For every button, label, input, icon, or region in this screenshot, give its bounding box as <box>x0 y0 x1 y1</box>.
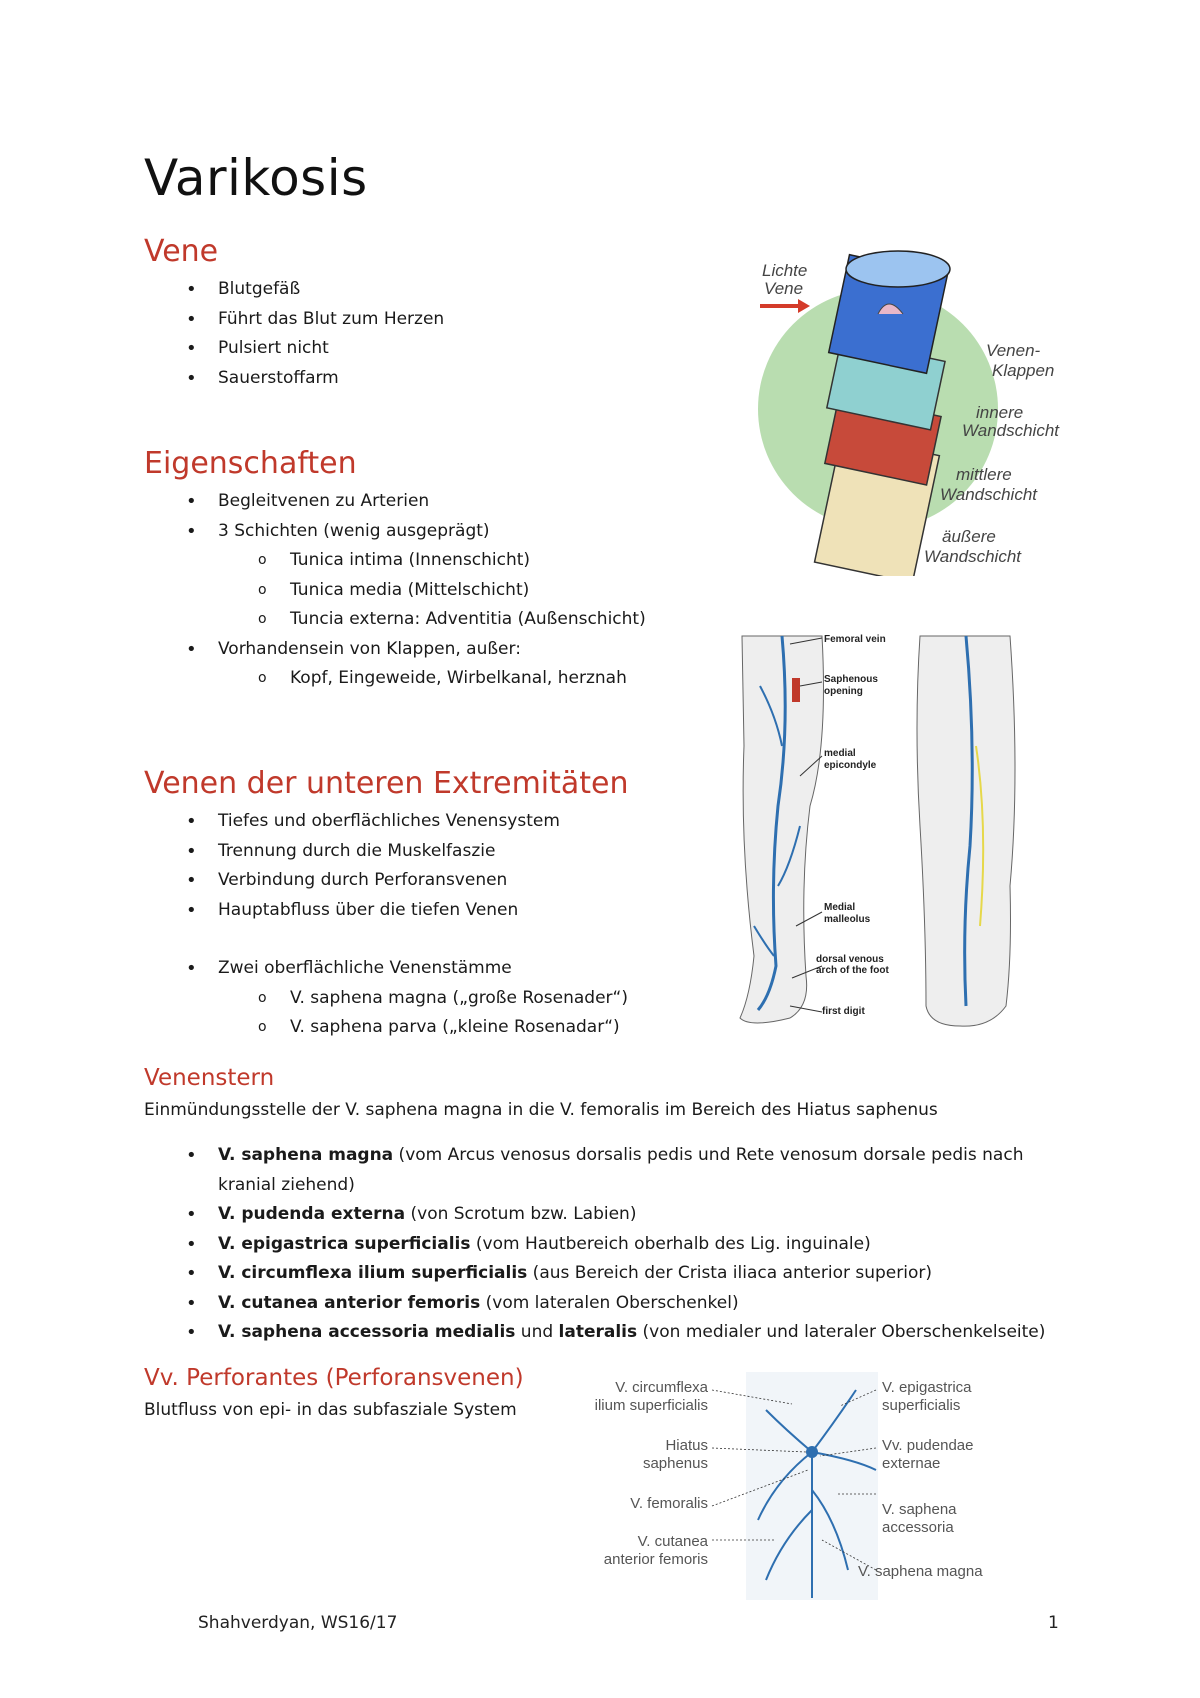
list-item: • Führt das Blut zum Herzen <box>144 305 444 335</box>
label-opening: opening <box>824 686 863 697</box>
heading-perforantes: Vv. Perforantes (Perforansvenen) <box>144 1365 524 1391</box>
arrow-head-icon <box>798 299 810 313</box>
perforantes-text: Blutfluss von epi- in das subfasziale System <box>144 1400 517 1420</box>
vein-wall-figure <box>758 244 1068 576</box>
description: (vom Arcus venosus dorsalis pedis und Rete venosum dorsale pedis nach kranial ziehend) <box>218 1145 1024 1195</box>
label-vene: Vene <box>764 279 804 298</box>
term: V. saphena magna <box>218 1145 394 1165</box>
label-mittlere-wand: Wandschicht <box>940 485 1038 504</box>
label-femoralis: V. femoralis <box>630 1495 708 1512</box>
label-venen: Venen- <box>986 341 1041 360</box>
heading-venenstern: Venenstern <box>144 1065 275 1091</box>
footer-author: Shahverdyan, WS16/17 <box>198 1613 398 1633</box>
list-item: • Tiefes und oberflächliches Venensystem <box>144 807 628 837</box>
list-item <box>144 1230 1064 1260</box>
term: V. epigastrica superficialis <box>218 1233 471 1254</box>
term: V. cutanea anterior femoris <box>218 1292 481 1313</box>
list-item: • Hauptabfluss über die tiefen Venen <box>144 896 628 926</box>
label-femoral-vein: Femoral vein <box>824 634 886 645</box>
list-item: • Vorhandensein von Klappen, außer: <box>144 635 646 665</box>
label-hiatus: Hiatus <box>665 1437 708 1454</box>
list-item: • Trennung durch die Muskelfaszie <box>144 837 628 867</box>
label-medial: medial <box>824 748 856 759</box>
label-circumflexa: V. circumflexa <box>615 1379 708 1396</box>
description: (von Scrotum bzw. Labien) <box>405 1204 637 1224</box>
label-superficialis: superficialis <box>882 1397 961 1414</box>
list-item: • Verbindung durch Perforansvenen <box>144 866 628 896</box>
list-subitem: o Tunica media (Mittelschicht) <box>144 576 646 606</box>
label-externae: externae <box>882 1455 941 1472</box>
conjunction: und <box>515 1322 559 1342</box>
label-aeussere-wand: Wandschicht <box>924 547 1022 566</box>
extremitaeten-list <box>144 807 628 1043</box>
label-innere: innere <box>976 403 1024 422</box>
label-saphenous: Saphenous <box>824 674 878 685</box>
label-aeussere: äußere <box>942 527 996 546</box>
label-dorsal-venous: dorsal venous <box>816 954 884 965</box>
list-item <box>144 1289 1064 1319</box>
term: V. circumflexa ilium superficialis <box>218 1263 528 1283</box>
heading-eigenschaften: Eigenschaften <box>144 446 357 481</box>
venenstern-figure <box>586 1370 1036 1602</box>
label-ilium-superficialis: ilium superficialis <box>594 1397 708 1414</box>
term: V. pudenda externa <box>218 1204 406 1224</box>
description: (aus Bereich der Crista iliaca anterior superior) <box>527 1263 932 1283</box>
label-klappen: Klappen <box>992 361 1055 380</box>
leg-veins-figure <box>730 626 1070 1056</box>
venenstern-text: Einmündungsstelle der V. saphena magna in die V. femoralis im Bereich des Hiatus saphenus <box>144 1100 938 1120</box>
term: V. saphena accessoria medialis <box>218 1322 516 1342</box>
label-saphenus: saphenus <box>642 1455 708 1472</box>
description: (vom lateralen Oberschenkel) <box>480 1292 739 1313</box>
venenstern-list <box>144 1141 1064 1348</box>
list-subitem: o Kopf, Eingeweide, Wirbelkanal, herznah <box>144 664 646 694</box>
heading-extremitaeten: Venen der unteren Extremitäten <box>144 766 629 801</box>
list-subitem: o V. saphena magna („große Rosenader“) <box>144 984 628 1014</box>
lumen-opening <box>846 251 950 287</box>
label-saphena: V. saphena <box>882 1501 957 1518</box>
heading-vene: Vene <box>144 234 219 269</box>
label-epicondyle: epicondyle <box>824 760 877 771</box>
vene-list <box>144 275 444 393</box>
label-arch-of-foot: arch of the foot <box>816 965 889 976</box>
label-saphena-magna: V. saphena magna <box>858 1563 983 1580</box>
eigenschaften-list <box>144 487 646 694</box>
page-number: 1 <box>1048 1613 1059 1633</box>
leg-front-shape <box>740 636 824 1023</box>
label-medial-2: Medial <box>824 902 856 913</box>
list-item <box>144 1141 1064 1200</box>
list-item: • Zwei oberflächliche Venenstämme <box>144 954 628 984</box>
label-epigastrica: V. epigastrica <box>882 1379 972 1396</box>
list-subitem: o V. saphena parva („kleine Rosenadar“) <box>144 1013 628 1043</box>
list-item <box>144 1200 1064 1230</box>
label-anterior-femoris: anterior femoris <box>603 1551 708 1568</box>
label-lichte: Lichte <box>762 261 808 280</box>
label-malleolus: malleolus <box>824 914 871 925</box>
list-item <box>144 1259 1064 1289</box>
description: (von medialer und lateraler Oberschenkelseite) <box>637 1322 1046 1342</box>
description: (vom Hautbereich oberhalb des Lig. inguinale) <box>470 1233 871 1254</box>
list-item <box>144 1318 1064 1348</box>
label-first-digit: first digit <box>822 1006 865 1017</box>
label-mittlere: mittlere <box>956 465 1012 484</box>
label-pudendae: Vv. pudendae <box>882 1437 974 1454</box>
label-cutanea: V. cutanea <box>637 1533 708 1550</box>
label-innere-wand: Wandschicht <box>962 421 1060 440</box>
list-item: • 3 Schichten (wenig ausgeprägt) <box>144 517 646 547</box>
list-item: • Sauerstoffarm <box>144 364 444 394</box>
saphenous-opening-shape <box>792 678 800 702</box>
term: lateralis <box>558 1322 638 1342</box>
list-item: • Begleitvenen zu Arterien <box>144 487 646 517</box>
list-item: • Pulsiert nicht <box>144 334 444 364</box>
page-title: Varikosis <box>144 149 368 207</box>
list-subitem: o Tunica intima (Innenschicht) <box>144 546 646 576</box>
label-accessoria: accessoria <box>882 1519 954 1536</box>
list-subitem: o Tuncia externa: Adventitia (Außenschicht) <box>144 605 646 635</box>
list-item: • Blutgefäß <box>144 275 444 305</box>
